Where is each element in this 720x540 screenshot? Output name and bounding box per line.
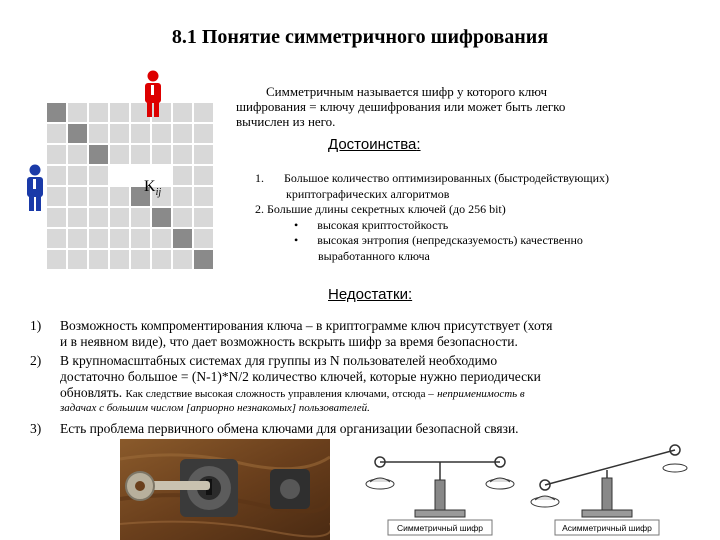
matrix-cell [47, 166, 66, 185]
matrix-cell [131, 229, 150, 248]
scales-illustration [345, 440, 690, 540]
matrix-cell [131, 145, 150, 164]
list-item: 3) Есть проблема первичного обмена ключами для организации безопасной связи. [30, 421, 519, 436]
matrix-cell [194, 250, 213, 269]
matrix-cell [89, 145, 108, 164]
list-item: 2) В крупномасштабных системах для группы из N пользователей необходимо достаточно большое = (N-1)*N/2 количество ключей, которые нужно периодически обновлять. Как следствие высокая сложность управления ключами, отсюда – неприменимость в задачах с большим числом [априорно незнакомых] пользователей. [30, 353, 541, 414]
matrix-cell [47, 145, 66, 164]
matrix-cell [152, 145, 171, 164]
matrix-cell [152, 250, 171, 269]
person-top-icon [141, 70, 165, 118]
matrix-cell [68, 145, 87, 164]
matrix-cell [110, 250, 129, 269]
matrix-cell [47, 208, 66, 227]
matrix-cell [131, 124, 150, 143]
matrix-cell [173, 103, 192, 122]
matrix-cell [68, 187, 87, 206]
matrix-cell [110, 103, 129, 122]
matrix-cell [47, 187, 66, 206]
disadvantages-list [30, 318, 690, 437]
matrix-cell [68, 124, 87, 143]
matrix-cell [173, 124, 192, 143]
matrix-cell [131, 208, 150, 227]
matrix-cell [47, 250, 66, 269]
matrix-cell [194, 229, 213, 248]
matrix-cell [68, 208, 87, 227]
matrix-cell [194, 124, 213, 143]
matrix-cell [89, 187, 108, 206]
matrix-cell [131, 250, 150, 269]
matrix-cell [68, 103, 87, 122]
matrix-cell [89, 124, 108, 143]
key-matrix-diagram [47, 103, 217, 275]
definition-text: Симметричным называется шифр у которого ключ шифрования = ключу дешифрования или может быть легко вычислен из него. [236, 84, 566, 129]
matrix-cell [194, 145, 213, 164]
key-label: $K_{ij}$ [144, 178, 162, 199]
matrix-cell [89, 103, 108, 122]
matrix-cell [173, 250, 192, 269]
key-in-lock-photo [120, 439, 330, 540]
scale-left-label: Симметричный шифр [396, 523, 484, 533]
matrix-cell [110, 208, 129, 227]
matrix-cell [47, 229, 66, 248]
matrix-cell [110, 124, 129, 143]
matrix-cell [110, 145, 129, 164]
matrix-cell [194, 187, 213, 206]
matrix-cell [110, 187, 129, 206]
matrix-cell [173, 166, 192, 185]
matrix-cell [173, 208, 192, 227]
matrix-cell [110, 229, 129, 248]
disadvantages-heading: Недостатки: [328, 286, 413, 303]
matrix-cell [194, 103, 213, 122]
advantages-list: 1. Большое количество оптимизированных (быстродействующих) криптографических алгоритмов 2. Большие длины секретных ключей (до 256 bit) • высокая криптостойкость • высокая энтропия (непредсказуемость) качественно выработанного ключа [255, 171, 610, 263]
matrix-cell [68, 166, 87, 185]
list-item: 1) Возможность компроментирования ключа – в криптограмме ключ присутствует (хотя и в неявном виде), что дает возможность вскрыть шифр за время безопасности. [30, 318, 553, 349]
matrix-cell [89, 208, 108, 227]
matrix-cell [89, 250, 108, 269]
matrix-cell [173, 187, 192, 206]
matrix-cell [68, 250, 87, 269]
matrix-cell [173, 145, 192, 164]
matrix-cell [194, 208, 213, 227]
page-title: 8.1 Понятие симметричного шифрования [171, 26, 549, 48]
matrix-cell [152, 229, 171, 248]
matrix-cell [152, 124, 171, 143]
scale-right-label: Асимметричный шифр [562, 523, 652, 533]
advantages-heading: Достоинства: [328, 136, 421, 153]
matrix-cell [68, 229, 87, 248]
matrix-cell [47, 124, 66, 143]
matrix-cell [194, 166, 213, 185]
matrix-cell [47, 103, 66, 122]
matrix-cell [89, 229, 108, 248]
matrix-cell [89, 166, 108, 185]
person-left-icon [24, 164, 46, 212]
matrix-cell [152, 208, 171, 227]
matrix-cell [173, 229, 192, 248]
